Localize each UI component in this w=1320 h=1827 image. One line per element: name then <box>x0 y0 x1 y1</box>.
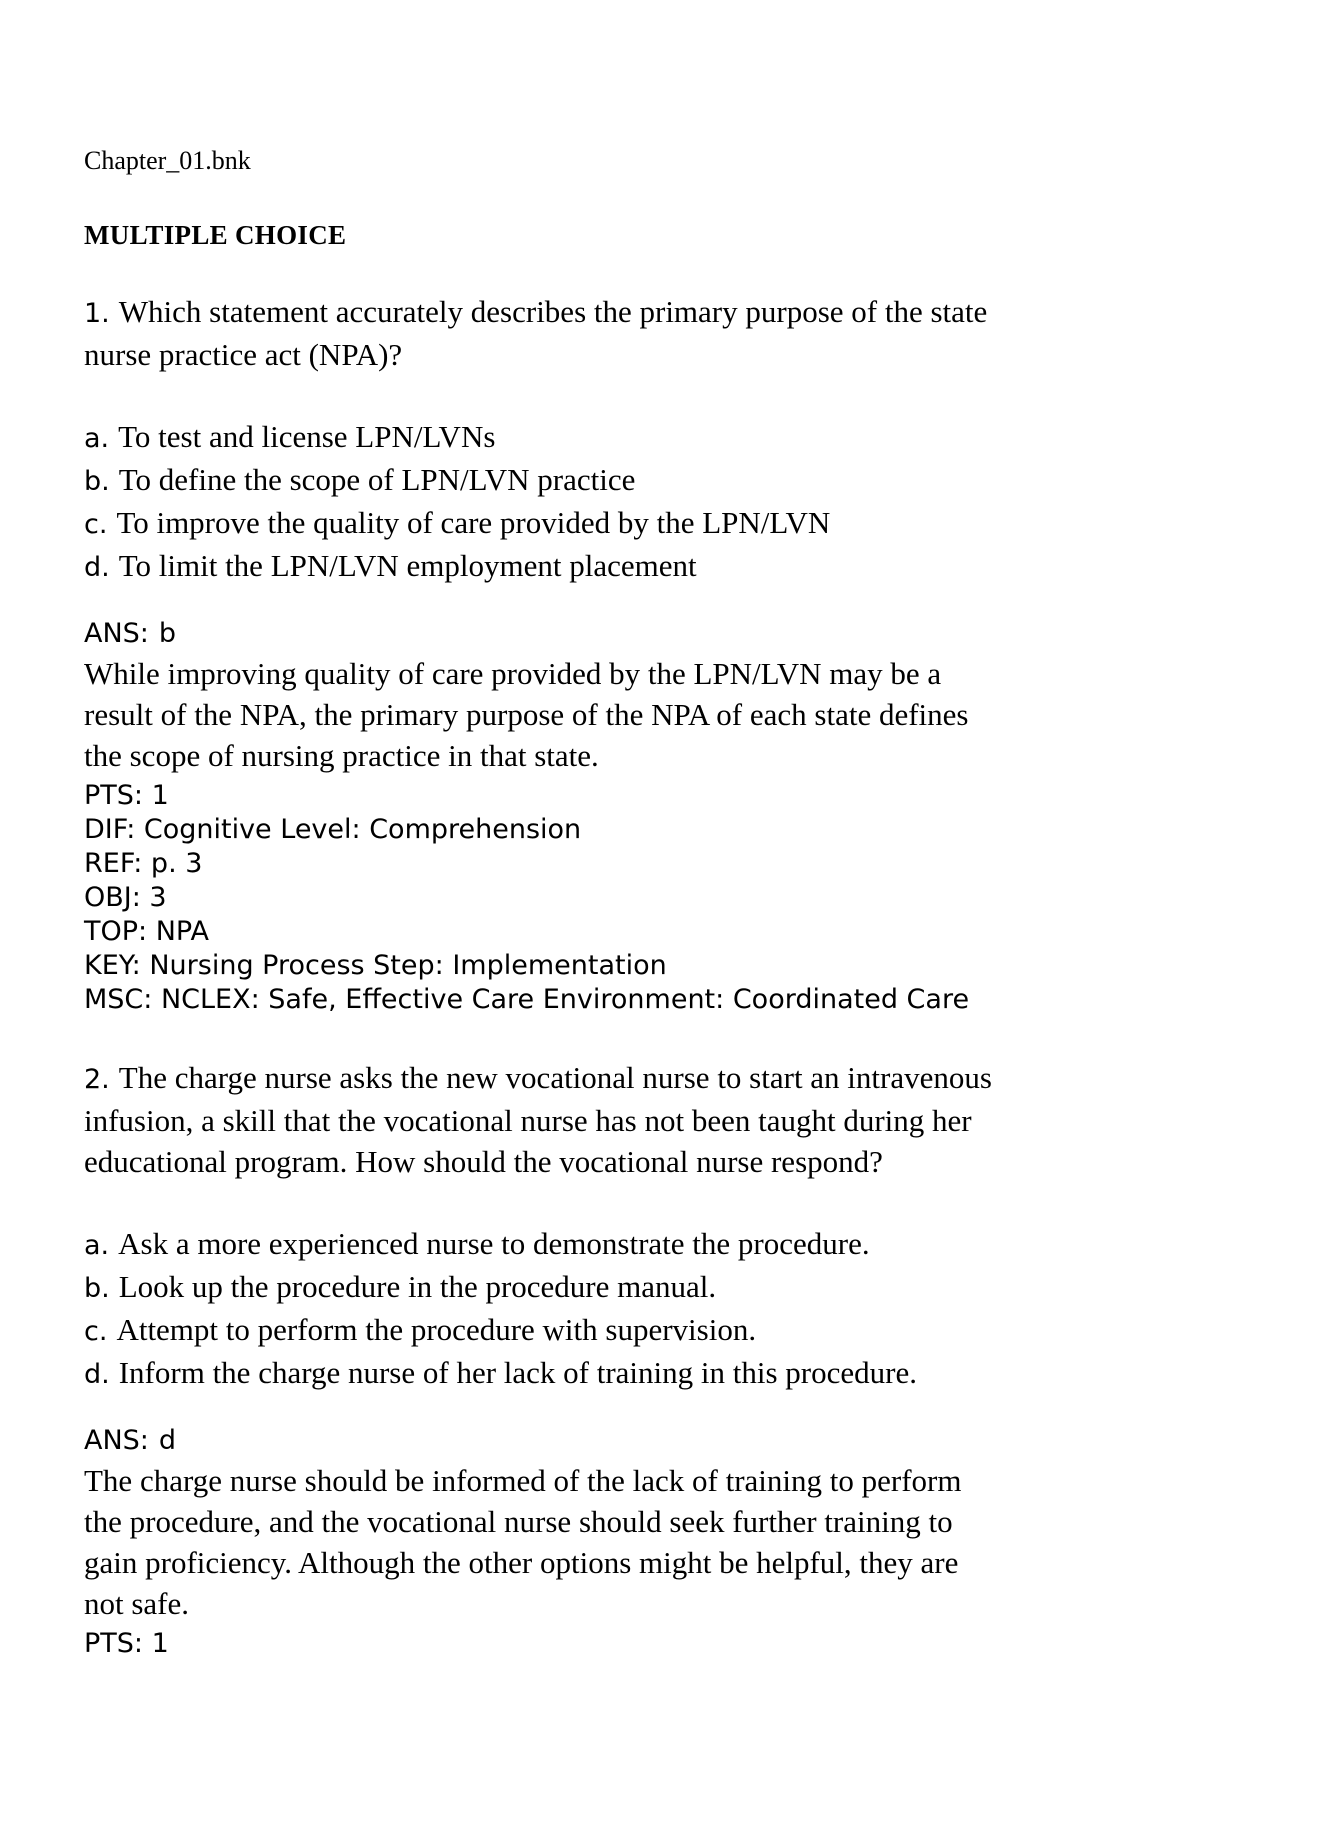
section-heading: MULTIPLE CHOICE <box>84 220 347 250</box>
question-text-line: infusion, a skill that the vocational nurse has not been taught during her <box>84 1103 972 1138</box>
question-text-line: nurse practice act (NPA)? <box>84 337 403 372</box>
rationale-line: the scope of nursing practice in that state. <box>84 738 599 773</box>
answer-label: ANS: <box>84 618 149 649</box>
option-letter: a. <box>84 423 110 454</box>
option-text: Inform the charge nurse of her lack of training in this procedure. <box>118 1355 917 1390</box>
option-text: Look up the procedure in the procedure manual. <box>118 1269 717 1304</box>
rationale-line: the procedure, and the vocational nurse should seek further training to <box>84 1504 953 1539</box>
option-letter: b. <box>84 466 110 497</box>
option-row <box>84 416 1280 459</box>
option-text: To limit the LPN/LVN employment placement <box>118 548 697 583</box>
question-text-line: 1. Which statement accurately describes the primary purpose of the state <box>84 294 988 329</box>
option-text: Ask a more experienced nurse to demonstrate the procedure. <box>118 1226 870 1261</box>
option-letter: c. <box>84 509 108 540</box>
option-letter: d. <box>84 1359 110 1390</box>
questions-container <box>84 291 1280 1661</box>
option-row <box>84 1352 1280 1395</box>
option-letter: d. <box>84 552 110 583</box>
rationale-line: While improving quality of care provided by the LPN/LVN may be a <box>84 656 942 691</box>
option-row <box>84 1266 1280 1309</box>
question-text-line: 2. The charge nurse asks the new vocational nurse to start an intravenous <box>84 1060 992 1095</box>
question-text <box>84 291 1280 375</box>
options-list <box>84 416 1280 588</box>
rationale-text <box>84 1460 1280 1624</box>
rationale-line: The charge nurse should be informed of the lack of training to perform <box>84 1463 962 1498</box>
rationale-line: gain proficiency. Although the other options might be helpful, they are <box>84 1545 959 1580</box>
question-number: 1. <box>84 298 110 329</box>
metadata-line: PTS: 1 <box>84 780 169 811</box>
metadata-line: REF: p. 3 <box>84 848 203 879</box>
option-row <box>84 1223 1280 1266</box>
metadata-line: MSC: NCLEX: Safe, Effective Care Environment: Coordinated Care <box>84 984 970 1015</box>
metadata-list <box>84 1627 1280 1661</box>
option-row <box>84 1309 1280 1352</box>
question-text-line: educational program. How should the vocational nurse respond? <box>84 1144 883 1179</box>
option-text: Attempt to perform the procedure with supervision. <box>116 1312 757 1347</box>
answer-value: d <box>158 1425 177 1456</box>
option-row <box>84 502 1280 545</box>
option-text: To test and license LPN/LVNs <box>118 419 496 454</box>
metadata-line: OBJ: 3 <box>84 882 167 913</box>
metadata-list <box>84 779 1280 1017</box>
metadata-line: TOP: NPA <box>84 916 209 947</box>
rationale-text <box>84 653 1280 776</box>
metadata-line: PTS: 1 <box>84 1628 169 1659</box>
metadata-line: DIF: Cognitive Level: Comprehension <box>84 814 582 845</box>
option-letter: a. <box>84 1230 110 1261</box>
answer-line <box>84 617 1280 651</box>
question-text <box>84 1057 1280 1182</box>
option-row <box>84 459 1280 502</box>
answer-line <box>84 1424 1280 1458</box>
option-letter: c. <box>84 1316 108 1347</box>
metadata-line: KEY: Nursing Process Step: Implementation <box>84 950 667 981</box>
option-text: To improve the quality of care provided by the LPN/LVN <box>116 505 831 540</box>
options-list <box>84 1223 1280 1395</box>
question-number: 2. <box>84 1064 110 1095</box>
answer-value: b <box>158 618 177 649</box>
option-text: To define the scope of LPN/LVN practice <box>118 462 636 497</box>
question-block <box>84 291 1280 1017</box>
file-label: Chapter_01.bnk <box>84 146 251 175</box>
rationale-line: not safe. <box>84 1586 190 1621</box>
option-row <box>84 545 1280 588</box>
question-block <box>84 1057 1280 1661</box>
answer-label: ANS: <box>84 1425 149 1456</box>
option-letter: b. <box>84 1273 110 1304</box>
rationale-line: result of the NPA, the primary purpose of the NPA of each state defines <box>84 697 969 732</box>
